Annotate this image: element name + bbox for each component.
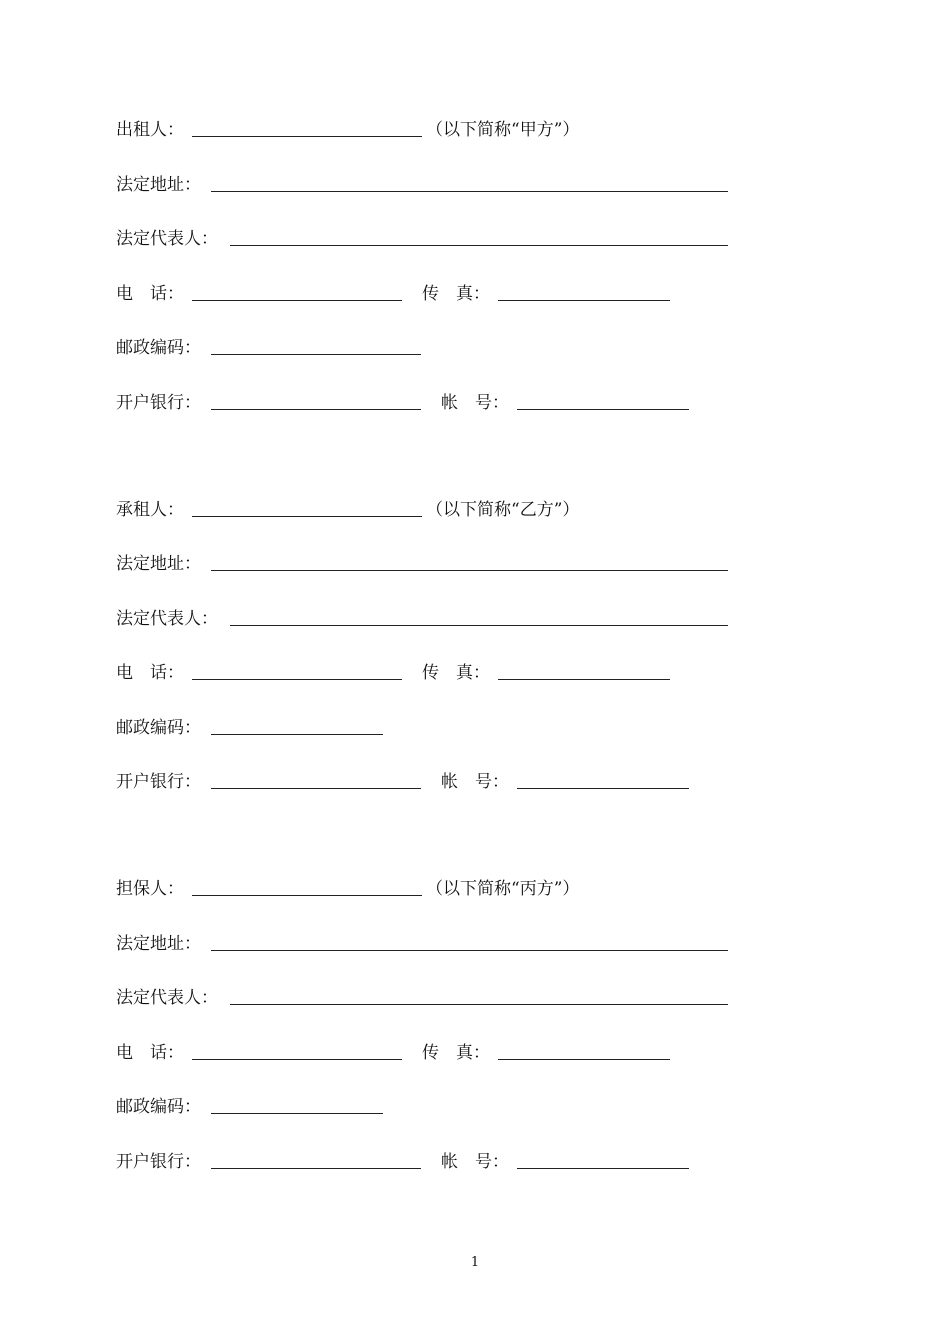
party-b-representative-label: 法定代表人： (116, 609, 218, 629)
party-c-fax-label: 传 真： (422, 1043, 490, 1063)
party-c-role-label: 担保人： (116, 879, 184, 899)
party-a-postcode-blank[interactable] (211, 354, 421, 355)
party-c-address-blank[interactable] (211, 950, 728, 951)
party-a-alias-text: （以下简称“甲方”） (426, 120, 580, 140)
party-c-alias-text: （以下简称“丙方”） (426, 879, 580, 899)
party-c-bank-blank[interactable] (211, 1168, 421, 1169)
party-c-fax-blank[interactable] (498, 1059, 670, 1060)
party-b-bank-blank[interactable] (211, 788, 421, 789)
party-b-postcode-blank[interactable] (211, 734, 383, 735)
party-a-representative-blank[interactable] (230, 245, 728, 246)
party-c-address-label: 法定地址： (116, 934, 201, 954)
party-b-phone-label: 电 话： (116, 663, 184, 683)
party-c-representative-label: 法定代表人： (116, 988, 218, 1008)
party-a-role-label: 出租人： (116, 120, 184, 140)
party-a-account-label: 帐 号： (441, 393, 509, 413)
party-c-account-label: 帐 号： (441, 1152, 509, 1172)
party-c-name-blank[interactable] (192, 895, 422, 896)
party-c-postcode-blank[interactable] (211, 1113, 383, 1114)
party-c-postcode-label: 邮政编码： (116, 1097, 201, 1117)
party-b-account-label: 帐 号： (441, 772, 509, 792)
party-a-name-blank[interactable] (192, 136, 422, 137)
party-c-account-blank[interactable] (517, 1168, 689, 1169)
party-b-fax-blank[interactable] (498, 679, 670, 680)
party-b-address-blank[interactable] (211, 570, 728, 571)
page-number: 1 (470, 1255, 480, 1270)
party-a-postcode-label: 邮政编码： (116, 338, 201, 358)
party-c-representative-blank[interactable] (230, 1004, 728, 1005)
party-b-postcode-label: 邮政编码： (116, 718, 201, 738)
party-a-bank-label: 开户银行： (116, 393, 201, 413)
party-a-phone-label: 电 话： (116, 284, 184, 304)
party-b-account-blank[interactable] (517, 788, 689, 789)
party-b-role-label: 承租人： (116, 500, 184, 520)
party-c-phone-label: 电 话： (116, 1043, 184, 1063)
party-b-name-blank[interactable] (192, 516, 422, 517)
party-b-bank-label: 开户银行： (116, 772, 201, 792)
party-a-account-blank[interactable] (517, 409, 689, 410)
party-a-fax-blank[interactable] (498, 300, 670, 301)
party-a-address-label: 法定地址： (116, 175, 201, 195)
party-c-phone-blank[interactable] (192, 1059, 402, 1060)
party-c-bank-label: 开户银行： (116, 1152, 201, 1172)
party-b-representative-blank[interactable] (230, 625, 728, 626)
party-a-fax-label: 传 真： (422, 284, 490, 304)
party-b-fax-label: 传 真： (422, 663, 490, 683)
party-b-alias-text: （以下简称“乙方”） (426, 500, 580, 520)
party-b-address-label: 法定地址： (116, 554, 201, 574)
party-a-phone-blank[interactable] (192, 300, 402, 301)
party-a-address-blank[interactable] (211, 191, 728, 192)
party-a-representative-label: 法定代表人： (116, 229, 218, 249)
party-a-bank-blank[interactable] (211, 409, 421, 410)
party-b-phone-blank[interactable] (192, 679, 402, 680)
